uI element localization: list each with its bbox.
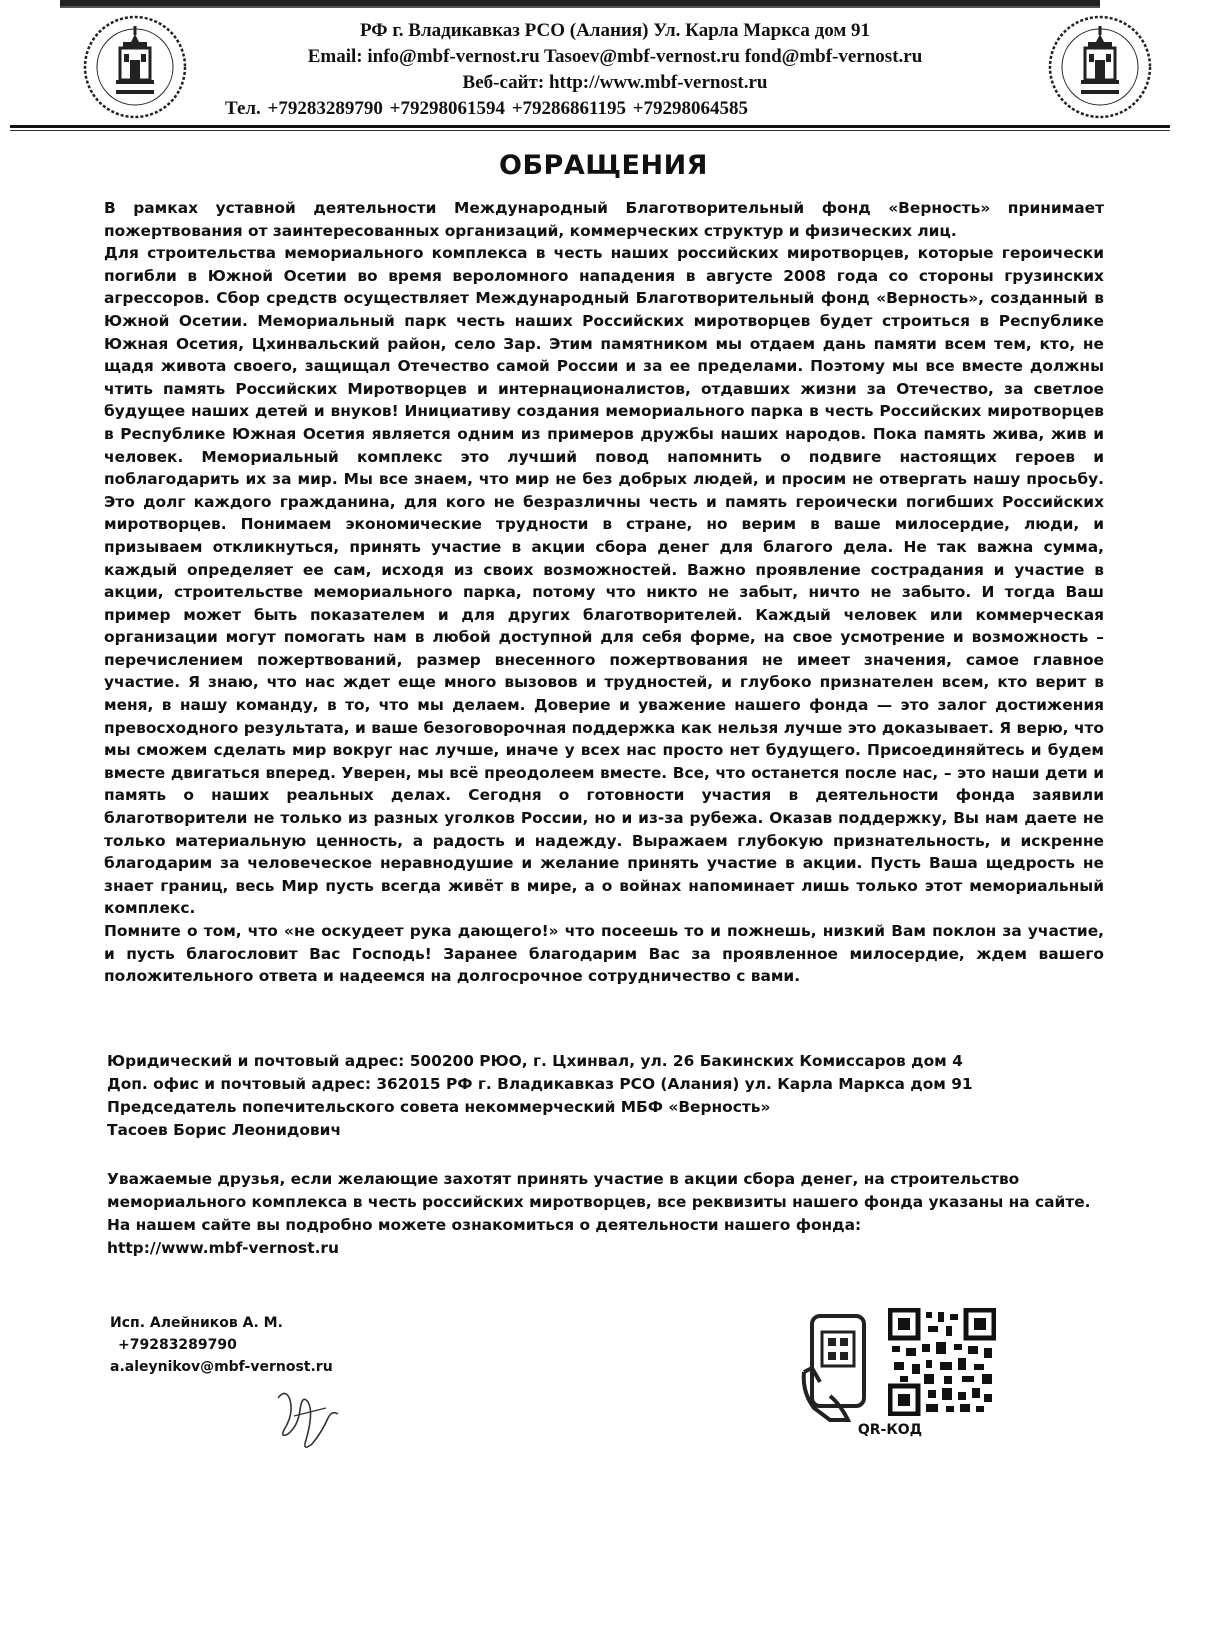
document-title: ОБРАЩЕНИЯ [499,150,708,181]
executor-name: Исп. Алейников А. М. [110,1315,283,1331]
phone-qr-scan-icon [800,1312,880,1422]
address-block [107,1050,1107,1142]
body-paragraph: Для строительства мемориального комплекса в честь наших российских миротворцев, которые героически погибли в Южной Осетии во время вероломного нападения в августе 2008 года со стороны грузинских агрессоров. Сбор средств осуществляет Международный Благотворительный фонд «Верность», созданный в Южной Осетии. Мемориальный парк честь наших Российских миротворцев будет строиться в Республике Южная Осетия, Цхинвальский район, село Зар. Этим памятником мы отдаем дань памяти всем тем, кто, не щадя живота своего, защищал Отечество самой России и за ее пределами. Поэтому мы все вместе должны чтить память Российских Миротворцев и интернационалистов, отдавших жизни за Отечество, за светлое будущее наших детей и внуков! Инициативу создания мемориального парка в честь Российских миротворцев в Республике Южная Осетия является одним из примеров дружбы наших народов. Пока память жива, жив и человек. Мемориальный комплекс это лучший повод напомнить о подвиге настоящих героев и поблагодарить их за мир. Мы все знаем, что мир не без добрых людей, и просим не отвергать нашу просьбу. Это долг каждого гражданина, для кого не безразличны честь и память героически погибших Российских миротворцев. Понимаем экономические трудности в стране, но верим в ваше милосердие, люди, и призываем откликнуться, принять участие в акции сбора денег для благого дела. Не так важна сумма, каждый определяет ее сам, исходя из своих возможностей. Важно проявление сострадания и участие в акции, строительстве мемориального парка, потому что никто не забыт, ничто не забыто. И тогда Ваш пример может быть показателем и для других благотворителей. Каждый человек или коммерческая организации могут помогать нам в любой доступной для себя форме, на свое усмотрение и возможность – перечислением пожертвований, размер внесенного пожертвования не имеет значения, самое главное участие. Я знаю, что нас ждет еще много вызовов и трудностей, и глубоко признателен всем, кто верит в меня, в нашу команду, в то, что мы делаем. Доверие и уважение нашего фонда — это залог достижения превосходного результата, и ваше безоговорочная поддержка как нельзя лучше это доказывает. Я верю, что мы сможем сделать мир вокруг нас лучше, иначе у всех нас просто нет будущего. Присоединяйтесь и будем вместе двигаться вперед. Уверен, мы всё преодолеем вместе. Все, что останется после нас, – это наши дети и память о наших реальных делах. Сегодня о готовности участия в деятельности фонда заявили благотворители не только из разных уголков России, но и из-за рубежа. Оказав поддержку, Вы нам даете не только материальную ценность, а радость и надежду. Выражаем глубокую признательность, и искренне благодарим за человеческое неравнодушие и желание принять участие в акции. Пусть Ваша щедрость не знает границ, весь Мир пусть всегда живёт в мире, а о войнах напоминает лишь только этот мемориальный комплекс. [104,244,1104,918]
qr-code-icon [888,1308,996,1416]
note-paragraph: На нашем сайте вы подробно можете ознакомиться о деятельности нашего фонда: [107,1216,862,1234]
letterhead [215,18,1015,122]
header-website: Веб-сайт: http://www.mbf-vernost.ru [462,72,768,93]
note-paragraph: Уважаемые друзья, если желающие захотят принять участие в акции сбора денег, на строительство мемориального комплекса в честь российских миротворцев, все реквизиты нашего фонда указаны на сайте. [107,1170,1091,1211]
header-emails: Email: info@mbf-vernost.ru Tasoev@mbf-vernost.ru fond@mbf-vernost.ru [307,46,923,67]
chairman-name: Тасоев Борис Леонидович [107,1121,342,1139]
header-divider-thin [10,130,1170,131]
executor-email[interactable]: a.aleynikov@mbf-vernost.ru [110,1359,333,1375]
header-phones: Тел. +79283289790 +79298061594 +79286861195 +79298064585 [225,98,749,119]
website-link[interactable]: http://www.mbf-vernost.ru [107,1239,339,1257]
top-scan-strip [0,0,1207,10]
appeal-body [104,197,1104,988]
chairman-title: Председатель попечительского совета некоммерческий МБФ «Верность» [107,1098,771,1116]
legal-address: Юридический и почтовый адрес: 500200 РЮО, г. Цхинвал, ул. 26 Бакинских Комиссаров дом 4 [107,1052,963,1070]
office-address: Доп. офис и почтовый адрес: 362015 РФ г. Владикавказ РСО (Алания) ул. Карла Маркса дом 91 [107,1075,973,1093]
body-paragraph: Помните о том, что «не оскудеет рука дающего!» что посеешь то и пожнешь, низкий Вам поклон за участие, и пусть благословит Вас Господь! Заранее благодарим Вас за проявленное милосердие, ждем вашего положительного ответа и надеемся на долгосрочное сотрудничество с вами. [104,922,1104,986]
logo-emblem-icon [80,12,190,122]
executor-block [110,1312,430,1378]
body-paragraph: В рамках уставной деятельности Международный Благотворительный фонд «Верность» принимает пожертвования от заинтересованных организаций, коммерческих структур и физических лиц. [104,199,1104,240]
logo-emblem-icon [1045,12,1155,122]
header-address: РФ г. Владикавказ РСО (Алания) Ул. Карла Маркса дом 91 [359,20,871,41]
signature-icon [268,1380,348,1460]
donation-note [107,1168,1107,1260]
qr-label: QR-КОД [857,1422,923,1438]
header-divider [10,125,1170,128]
executor-phone: +79283289790 [118,1337,237,1353]
